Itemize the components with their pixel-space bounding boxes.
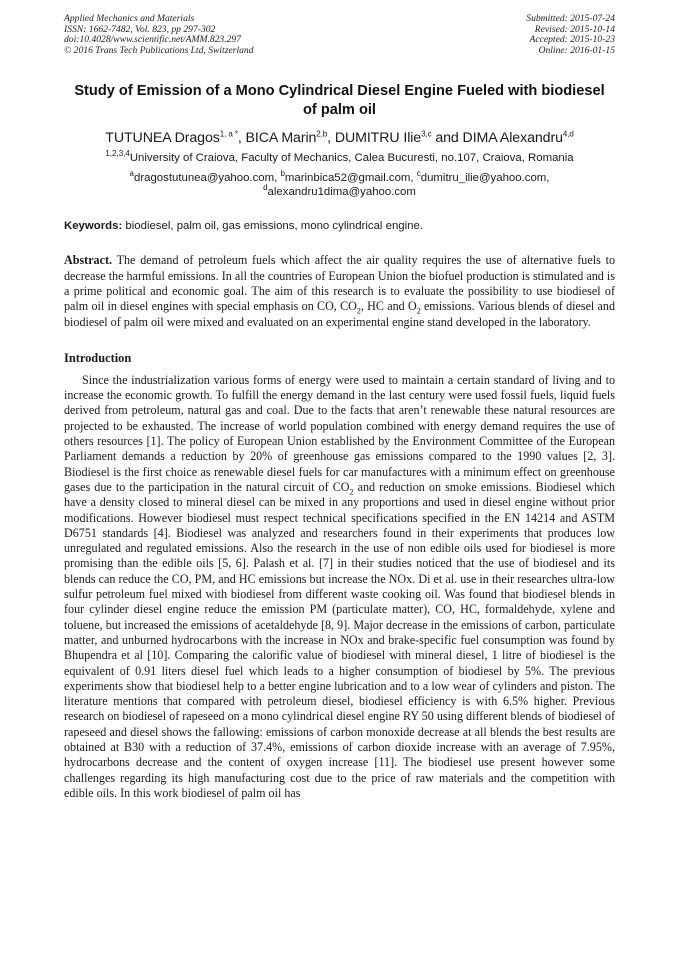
paper-title: Study of Emission of a Mono Cylindrical Diesel Engine Fueled with biodiesel of palm oil <box>74 83 605 119</box>
keywords-label: Keywords: <box>64 220 123 233</box>
email-superscript: c <box>416 169 421 179</box>
date-online: Online: 2016-01-15 <box>538 44 615 56</box>
author-name: BICA Marin <box>245 130 317 147</box>
date-accepted: Accepted: 2015-10-23 <box>529 34 615 46</box>
email-superscript: b <box>280 169 285 179</box>
abstract-label: Abstract. <box>64 253 113 268</box>
email-superscript: d <box>263 183 268 193</box>
keywords <box>64 219 615 233</box>
introduction-text: and reduction on smoke emissions. Biodiesel which have a density closed to mineral diesel can be mixed in any proportions and used in diesel engine without prior modifications. However biodiesel must respect technical specifications specified in the EN 14214 and ASTM D6751 standards [4]. Biodiesel was analyzed and researchers found in their experiments that produces low unregulated and regulated emissions. Also the research in the use of non edible oils used for biodiesel is more promising than the edible oils [5, 6]. Palash et al. [7] in their studies noticed that the use of biodiesel and its blends can reduce the CO, PM, and HC emissions but increase the NOx. Di et al. use in their researches ultra-low sulfur petroleum fuel mixed with biodiesel from different waste cooking oil. Was found that biodiesel blends in four cylinder diesel engine reduce the emission PM (particulate matter), CO, HC, formaldehyde, xylene and toluene, but increased the emissions of acetaldehyde [8, 9]. Major decrease in the emissions of carbon, particulate matter, and unburned hydrocarbons with the increase in NOx and brake-specific fuel consumption was found by Bhupendra et al [10]. Comparing the calorific value of biodiesel with mineral diesel, 1 litre of biodiesel is the equivalent of 0.91 liters diesel fuel which leads to a higher consumption of biodiesel by 5%. The previous experiments show that biodiesel help to a better engine lubrication and to a low wear of cylinders and piston. The literature mentions that compared with petroleum diesel, biodiesel efficiency is with 6.5% higher. Previous research on biodiesel of rapeseed on a mono cylindrical diesel engine RY 50 using different blends of biodiesel of rapeseed and diesel shows the fallowing: emissions of carbon monoxide decrease at all blends the best results are obtained at B30 with a reduction of 37.4%, emissions of carbon dioxide increase with an average of 7.95%, hydrocarbons decrease and the content of oxygen increase [11]. The biodiesel use present however some challenges regarding its high manufacturing cost due to the price of raw materials and the competition with edible oils. In this work biodiesel of palm oil has <box>64 479 616 800</box>
subscript: 2 <box>416 306 421 316</box>
author-separator: , <box>237 130 246 147</box>
subscript: 2 <box>356 306 361 316</box>
journal-name: Applied Mechanics and Materials <box>64 13 195 24</box>
journal-doi: doi:10.4028/www.scientific.net/AMM.823.297 <box>64 34 242 46</box>
introduction-text: Since the industrialization various forms of energy were used to maintain a certain standard of living and to increase the economic growth. To fulfill the energy demand in the last century were used fossil fuels, liquid fuels derived from petroleum, natural gas and coal. Due to the facts that aren’t renewable these natural resources are projected to be exhausted. The increase of world population combined with energy demand requires the use of others resources [1]. The policy of European Union established by the Environment Committee of the European Parliament demands a reduction by 20% of greenhouse gas emissions compared to the 1990 values [2, 3]. Biodiesel is the first choice as renewable diesel fuels for car manufactures with a minimum effect on greenhouse gases due to the participation in the natural circuit of CO <box>64 372 615 494</box>
author-superscript: 1, a * <box>219 129 238 139</box>
abstract-text: The demand of petroleum fuels which affect the air quality requires the use of alternative fuels to decrease the harmful emissions. In all the countries of European Union the biofuel production is stimulated and is a prime political and economic goal. The aim of this research is to evaluate the possibility to use biodiesel of palm oil in diesel engines with special emphasis on CO, CO <box>64 253 615 314</box>
author-list <box>64 129 615 147</box>
author-name: TUTUNEA Dragos <box>105 130 220 147</box>
author-name: DIMA Alexandru <box>462 130 563 147</box>
affiliation-text: University of Craiova, Faculty of Mechanics, Calea Bucuresti, no.107, Craiova, Romania <box>129 152 574 165</box>
journal-info <box>64 14 254 56</box>
author-name: DUMITRU Ilie <box>334 130 422 147</box>
author-superscript: 3,c <box>421 129 432 139</box>
subscript: 2 <box>349 487 354 497</box>
journal-header <box>64 14 615 56</box>
introduction-paragraph <box>64 373 615 801</box>
abstract <box>64 253 615 329</box>
email-link[interactable]: dumitru_ilie@yahoo.com, <box>420 172 550 185</box>
section-heading-introduction: Introduction <box>64 350 132 365</box>
abstract-text: emissions. Various blends of diesel and biodiesel of palm oil were mixed and evaluated on an experimental engine stand developed in the laboratory. <box>64 299 616 329</box>
submission-dates <box>526 14 615 56</box>
affiliation <box>64 151 615 165</box>
author-superscript: 4,d <box>562 129 574 139</box>
email-link[interactable]: dragostutunea@yahoo.com, <box>134 172 281 185</box>
email-superscript: a <box>129 169 134 179</box>
abstract-text: , HC and O <box>360 299 417 314</box>
author-separator: and <box>431 130 463 147</box>
author-separator: , <box>327 130 335 147</box>
keywords-text: biodiesel, palm oil, gas emissions, mono cylindrical engine. <box>125 220 423 233</box>
email-link[interactable]: marinbica52@gmail.com, <box>284 172 417 185</box>
email-link[interactable]: alexandru1dima@yahoo.com <box>267 186 416 199</box>
date-submitted: Submitted: 2015-07-24 <box>526 13 615 24</box>
date-revised: Revised: 2015-10-14 <box>534 23 615 35</box>
author-superscript: 2,b <box>316 129 328 139</box>
journal-issn: ISSN: 1662-7482, Vol. 823, pp 297-302 <box>64 23 216 35</box>
journal-copyright: © 2016 Trans Tech Publications Ltd, Switzerland <box>64 44 254 56</box>
author-emails <box>64 171 615 199</box>
affiliation-superscript: 1,2,3,4 <box>105 149 130 159</box>
